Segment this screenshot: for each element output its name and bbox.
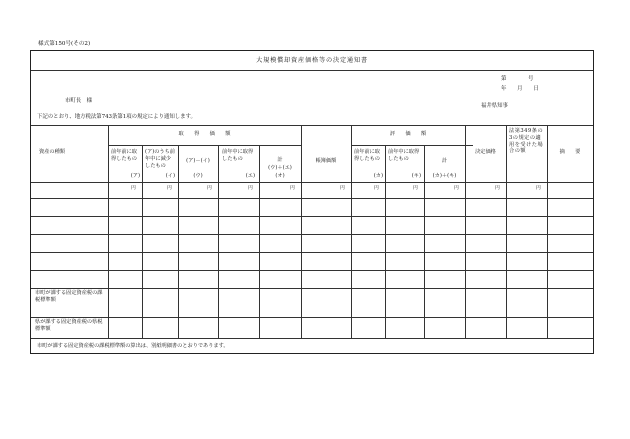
sender: 福井県知事: [481, 103, 508, 109]
header-acq-col-a: 前年前に取得したもの: [111, 149, 137, 162]
row-label-municipal-base: 市町が課する固定資産税の課税標準額: [35, 290, 103, 303]
unit-yen: 円: [167, 186, 172, 191]
unit-yen: 円: [536, 186, 541, 191]
header-appr-col-h-code: (カ)＋(キ): [432, 173, 457, 179]
header-remarks: 摘 要: [559, 149, 581, 155]
header-acq-col-d: 前年中に取得したもの: [222, 149, 254, 162]
header-acq-col-d-code: (エ): [245, 173, 255, 179]
addressee: 市町長 様: [65, 98, 92, 104]
header-art349: 法第349条の3の規定の適用を受けた場合の額: [509, 128, 544, 155]
header-acq-col-e: 計: [277, 157, 283, 163]
row-label-prefectural-base: 県が課する固定資産税の県税標準額: [35, 319, 103, 332]
header-acq-col-c: (ア)－(イ): [186, 158, 210, 164]
intro-text: 下記のとおり、地方税法第743条第1項の規定により通知します。: [37, 114, 196, 120]
header-acq-col-a-code: (ア): [130, 173, 140, 179]
unit-yen: 円: [131, 186, 136, 191]
header-acquisition: 取 得 価 額: [178, 131, 231, 137]
unit-yen: 円: [340, 186, 345, 191]
header-acq-col-c-code: (ウ): [193, 173, 203, 179]
header-acq-col-e-code2: (オ): [275, 173, 285, 179]
unit-yen: 円: [248, 186, 253, 191]
unit-yen: 円: [454, 186, 459, 191]
header-appr-col-f-code: (カ): [373, 173, 383, 179]
header-appr-col-g: 前年中に取得したもの: [388, 149, 420, 162]
header-appraisal: 評 価 額: [389, 131, 427, 137]
document-date: 年 月 日: [501, 86, 539, 92]
unit-yen: 円: [290, 186, 295, 191]
unit-yen: 円: [413, 186, 418, 191]
notice-form: [30, 50, 594, 354]
form-number: 様式第150号(その2): [38, 41, 91, 47]
unit-yen: 円: [374, 186, 379, 191]
header-acq-col-b: (ア)のうち前年中に減少したもの: [145, 149, 175, 169]
unit-yen: 円: [207, 186, 212, 191]
title-divider: [31, 70, 593, 71]
header-appr-col-f: 前年前に取得したもの: [354, 149, 380, 162]
unit-yen: 円: [495, 186, 500, 191]
header-appr-col-h: 計: [441, 158, 448, 164]
footer-note: 市町が課する固定資産税の課税標準額の算出は、別紙明細書のとおりであります。: [37, 343, 229, 349]
form-title: 大規模償却資産価格等の決定通知書: [256, 57, 368, 64]
document-number: 第 号: [501, 76, 534, 82]
header-decided-price: 決定価格: [475, 149, 496, 155]
valuation-table: [31, 125, 593, 353]
header-asset-type: 資産の種類: [39, 149, 65, 155]
header-acq-col-e-code: (ウ)＋(エ): [268, 165, 292, 171]
header-acq-col-b-code: (イ): [165, 173, 175, 179]
header-book-value: 帳簿価額: [315, 158, 337, 164]
header-appr-col-g-code: (キ): [411, 173, 421, 179]
